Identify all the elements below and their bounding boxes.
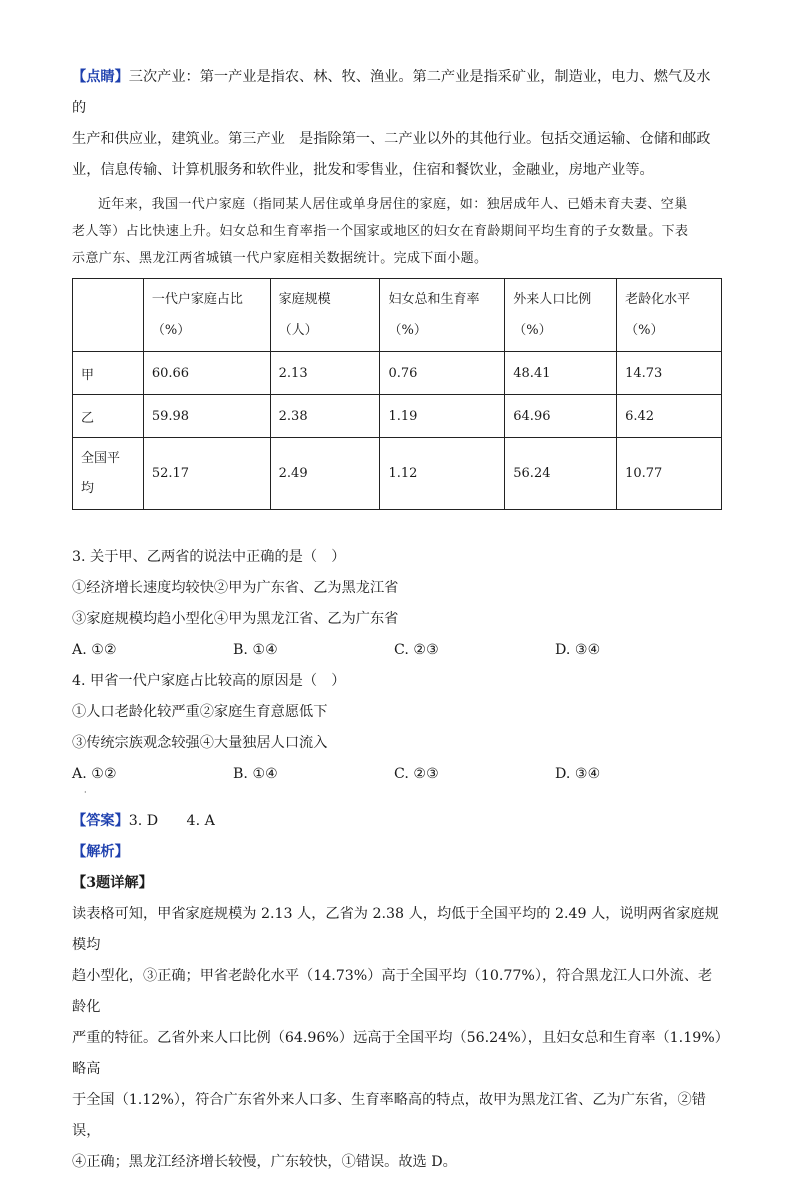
detail-line-5: ④正确；黑龙江经济增长较慢，广东较快，①错误。故选 D。: [72, 1154, 457, 1170]
q4-option-c[interactable]: C. ②③: [394, 766, 439, 782]
table-cell: 48.41: [505, 352, 617, 395]
detail-line-1: 读表格可知，甲省家庭规模为 2.13 人，乙省为 2.38 人，均低于全国平均的 2.49 人，说明两省家庭规模均: [72, 906, 719, 953]
row-label: 甲: [73, 352, 144, 395]
q3-stem: 3. 关于甲、乙两省的说法中正确的是（ ）: [72, 549, 346, 565]
table-cell: 2.13: [270, 352, 380, 395]
table-row: [73, 395, 722, 438]
answer-label: 【答案】: [72, 813, 129, 829]
data-table: [72, 278, 722, 510]
q4-options: [72, 759, 724, 790]
q4-statements-1: ①人口老龄化较严重②家庭生育意愿低下: [72, 704, 328, 720]
table-cell: 0.76: [380, 352, 505, 395]
table-cell: 6.42: [617, 395, 722, 438]
analysis-line: [72, 837, 724, 868]
table-row: [73, 352, 722, 395]
q3-statements-2: ③家庭规模均趋小型化④甲为黑龙江省、乙为广东省: [72, 611, 399, 627]
table-header-row: [73, 279, 722, 352]
table-header: 妇女总和生育率 （%）: [380, 279, 505, 352]
answer-text: 3. D 4. A: [128, 813, 215, 829]
table-header: 家庭规模 （人）: [270, 279, 380, 352]
q4-option-a[interactable]: A. ①②: [72, 766, 117, 782]
table-cell: 1.12: [380, 438, 505, 510]
table-header: 老龄化水平 （%）: [617, 279, 722, 352]
table-cell: 52.17: [143, 438, 270, 510]
table-header: 一代户家庭占比 （%）: [143, 279, 270, 352]
table-cell: 10.77: [617, 438, 722, 510]
row-label: 乙: [73, 395, 144, 438]
q3-option-b[interactable]: B. ①④: [233, 642, 278, 658]
document-page: [72, 62, 724, 1178]
q3-options: [72, 635, 724, 666]
table-cell: 1.19: [380, 395, 505, 438]
intro-line-1: 近年来，我国一代户家庭（指同某人居住或单身居住的家庭，如：独居成年人、已婚未育夫妻、空巢: [98, 197, 688, 212]
table-cell: 59.98: [143, 395, 270, 438]
detail-line-4: 于全国（1.12%），符合广东省外来人口多、生育率略高的特点，故甲为黑龙江省、乙为广东省，②错误，: [72, 1092, 706, 1139]
table-row: [73, 438, 722, 510]
table-cell: 2.38: [270, 395, 380, 438]
analysis-label: 【解析】: [72, 844, 129, 860]
table-cell: 2.49: [270, 438, 380, 510]
intro-line-3: 示意广东、黑龙江两省城镇一代户家庭相关数据统计。完成下面小题。: [72, 251, 488, 266]
point-line-3: 业，信息传输、计算机服务和软件业，批发和零售业，住宿和餐饮业，金融业，房地产业等。: [72, 162, 654, 178]
intro-line-2: 老人等）占比快速上升。妇女总和生育率指一个国家或地区的妇女在育龄期间平均生育的子女数量。下表: [72, 224, 689, 239]
q4-option-b[interactable]: B. ①④: [233, 766, 278, 782]
detail-line-3: 严重的特征。乙省外来人口比例（64.96%）远高于全国平均（56.24%），且妇女总和生育率（1.19%）略高: [72, 1030, 722, 1077]
table-cell: 14.73: [617, 352, 722, 395]
detail-line-2: 趋小型化，③正确；甲省老龄化水平（14.73%）高于全国平均（10.77%），符合黑龙江人口外流、老龄化: [72, 968, 713, 1015]
table-cell: 64.96: [505, 395, 617, 438]
q4-stem: 4. 甲省一代户家庭占比较高的原因是（ ）: [72, 673, 346, 689]
q3-option-d[interactable]: D. ③④: [555, 642, 601, 658]
row-label: 全国平 均: [73, 438, 144, 510]
point-line-2: 生产和供应业，建筑业。第三产业 是指除第一、二产业以外的其他行业。包括交通运输、仓储和邮政: [72, 131, 711, 147]
q4-statements-2: ③传统宗族观念较强④大量独居人口流入: [72, 735, 328, 751]
point-label: 【点睛】: [72, 69, 129, 85]
table-header: 外来人口比例 （%）: [505, 279, 617, 352]
table-corner-cell: [73, 279, 144, 352]
detail-label: 【3题详解】: [72, 875, 153, 891]
answer-line: [72, 806, 724, 837]
stray-dot: ·: [84, 788, 87, 797]
q4-option-d[interactable]: D. ③④: [555, 766, 601, 782]
q3-option-a[interactable]: A. ①②: [72, 642, 117, 658]
q3-option-c[interactable]: C. ②③: [394, 642, 439, 658]
table-cell: 56.24: [505, 438, 617, 510]
point-line-1: 【点睛】三次产业：第一产业是指农、林、牧、渔业。第二产业是指采矿业，制造业，电力、燃气及水的: [72, 69, 711, 116]
table-cell: 60.66: [143, 352, 270, 395]
q3-statements-1: ①经济增长速度均较快②甲为广东省、乙为黑龙江省: [72, 580, 399, 596]
